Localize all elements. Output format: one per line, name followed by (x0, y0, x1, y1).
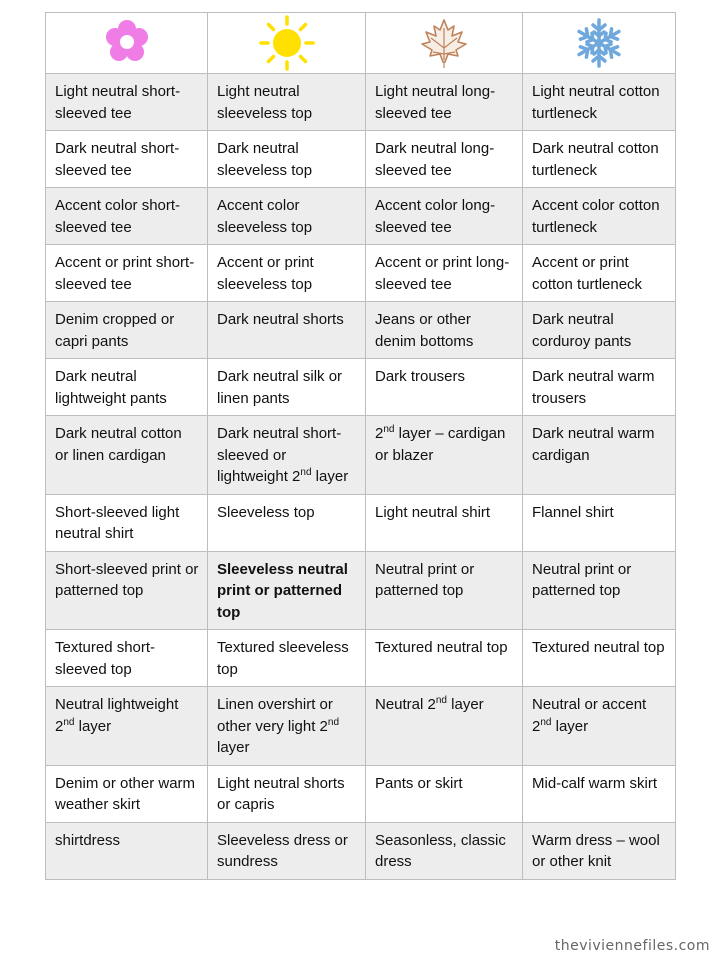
table-cell: Dark neutral warm trousers (523, 359, 676, 416)
table-cell: Accent color cotton turtleneck (523, 188, 676, 245)
table-cell: shirtdress (46, 822, 208, 879)
table-cell: Mid-calf warm skirt (523, 765, 676, 822)
table-cell: Neutral lightweight 2nd layer (46, 687, 208, 766)
table-cell: Linen overshirt or other very light 2nd layer (208, 687, 366, 766)
table-cell: Dark neutral short-sleeved or lightweight 2nd layer (208, 416, 366, 495)
table-cell: Dark neutral long-sleeved tee (366, 131, 523, 188)
table-cell: Accent or print cotton turtleneck (523, 245, 676, 302)
table-cell: Jeans or other denim bottoms (366, 302, 523, 359)
table-row (46, 551, 676, 630)
table-cell: Textured neutral top (523, 630, 676, 687)
table-cell: 2nd layer – cardigan or blazer (366, 416, 523, 495)
table-cell: Light neutral cotton turtleneck (523, 74, 676, 131)
table-cell: Dark neutral lightweight pants (46, 359, 208, 416)
capsule-wardrobe-table (45, 12, 676, 880)
season-header-row (46, 13, 676, 74)
table-cell: Light neutral shorts or capris (208, 765, 366, 822)
site-watermark: theviviennefiles.com (554, 938, 710, 954)
table-row (46, 494, 676, 551)
table-cell: Sleeveless neutral print or patterned top (208, 551, 366, 630)
table-cell: Accent or print long-sleeved tee (366, 245, 523, 302)
table-cell: Neutral 2nd layer (366, 687, 523, 766)
table-cell: Light neutral long-sleeved tee (366, 74, 523, 131)
table-cell: Dark neutral warm cardigan (523, 416, 676, 495)
table-cell: Accent color short-sleeved tee (46, 188, 208, 245)
table-cell: Short-sleeved print or patterned top (46, 551, 208, 630)
table-row (46, 765, 676, 822)
table-cell: Flannel shirt (523, 494, 676, 551)
table-cell: Dark neutral shorts (208, 302, 366, 359)
table-cell: Dark neutral corduroy pants (523, 302, 676, 359)
autumn-header-cell (366, 13, 523, 74)
summer-header-cell (208, 13, 366, 74)
table-cell: Neutral or accent 2nd layer (523, 687, 676, 766)
table-cell: Accent or print short-sleeved tee (46, 245, 208, 302)
table-cell: Accent color long-sleeved tee (366, 188, 523, 245)
table-row (46, 359, 676, 416)
table-cell: Neutral print or patterned top (366, 551, 523, 630)
table-cell: Sleeveless dress or sundress (208, 822, 366, 879)
flower-icon (101, 17, 153, 69)
table-cell: Light neutral sleeveless top (208, 74, 366, 131)
table-cell: Seasonless, classic dress (366, 822, 523, 879)
sun-icon (258, 14, 316, 72)
table-cell: Textured short-sleeved top (46, 630, 208, 687)
table-cell: Textured neutral top (366, 630, 523, 687)
table-cell: Denim or other warm weather skirt (46, 765, 208, 822)
table-cell: Light neutral shirt (366, 494, 523, 551)
table-cell: Pants or skirt (366, 765, 523, 822)
table-cell: Dark neutral cotton or linen cardigan (46, 416, 208, 495)
table-cell: Dark neutral short-sleeved tee (46, 131, 208, 188)
snowflake-icon (572, 16, 626, 70)
table-cell: Dark trousers (366, 359, 523, 416)
table-row (46, 188, 676, 245)
winter-header-cell (523, 13, 676, 74)
table-cell: Accent or print sleeveless top (208, 245, 366, 302)
table-row (46, 687, 676, 766)
table-cell: Sleeveless top (208, 494, 366, 551)
table-cell: Denim cropped or capri pants (46, 302, 208, 359)
spring-header-cell (46, 13, 208, 74)
table-cell: Dark neutral cotton turtleneck (523, 131, 676, 188)
table-cell: Neutral print or patterned top (523, 551, 676, 630)
table-cell: Textured sleeveless top (208, 630, 366, 687)
maple-leaf-icon (417, 16, 471, 70)
table-cell: Warm dress – wool or other knit (523, 822, 676, 879)
table-row (46, 131, 676, 188)
table-row (46, 245, 676, 302)
table-cell: Accent color sleeveless top (208, 188, 366, 245)
table-row (46, 822, 676, 879)
table-cell: Dark neutral silk or linen pants (208, 359, 366, 416)
table-row (46, 74, 676, 131)
table-cell: Dark neutral sleeveless top (208, 131, 366, 188)
table-row (46, 302, 676, 359)
table-cell: Short-sleeved light neutral shirt (46, 494, 208, 551)
table-row (46, 416, 676, 495)
table-cell: Light neutral short-sleeved tee (46, 74, 208, 131)
table-row (46, 630, 676, 687)
